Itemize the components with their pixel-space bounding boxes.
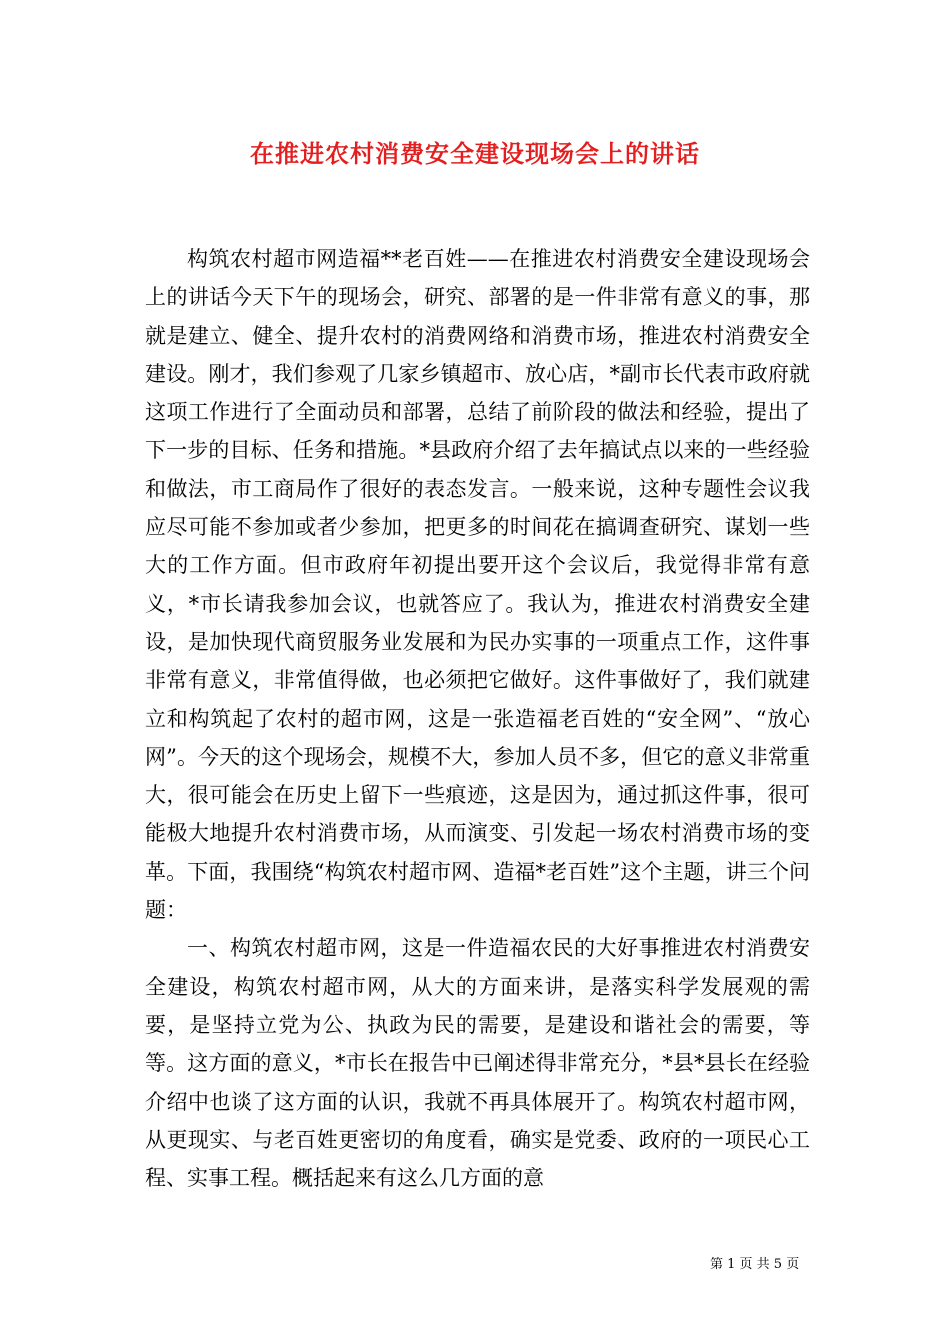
body-paragraph-2: 一、构筑农村超市网，这是一件造福农民的大好事推进农村消费安全建设，构筑农村超市网，从大的方面来讲，是落实科学发展观的需要，是坚持立党为公、执政为民的需要，是建设和谐社会的需要，等等。这方面的意义，*市长在报告中已阐述得非常充分，*县*县长在经验介绍中也谈了这方面的认识，我就不再具体展开了。构筑农村超市网，从更现实、与老百姓更密切的角度看，确实是党委、政府的一项民心工程、实事工程。概括起来有这么几方面的意 — [145, 936, 810, 1191]
page-number-footer: 第 1 页 共 5 页 — [710, 1257, 800, 1272]
body-paragraph-1: 构筑农村超市网造福**老百姓——在推进农村消费安全建设现场会上的讲话今天下午的现场会，研究、部署的是一件非常有意义的事，那就是建立、健全、提升农村的消费网络和消费市场，推进农村消费安全建设。刚才，我们参观了几家乡镇超市、放心店，*副市长代表市政府就这项工作进行了全面动员和部署，总结了前阶段的做法和经验，提出了下一步的目标、任务和措施。*县政府介绍了去年搞试点以来的一些经验和做法，市工商局作了很好的表态发言。一般来说，这种专题性会议我应尽可能不参加或者少参加，把更多的时间花在搞调查研究、谋划一些大的工作方面。但市政府年初提出要开这个会议后，我觉得非常有意义，*市长请我参加会议，也就答应了。我认为，推进农村消费安全建设，是加快现代商贸服务业发展和为民办实事的一项重点工作，这件事非常有意义，非常值得做，也必须把它做好。这件事做好了，我们就建立和构筑起了农村的超市网，这是一张造福老百姓的“安全网”、“放心网”。今天的这个现场会，规模不大，参加人员不多，但它的意义非常重大，很可能会在历史上留下一些痕迹，这是因为，通过抓这件事，很可能极大地提升农村消费市场，从而演变、引发起一场农村消费市场的变革。下面，我围绕“构筑农村超市网、造福*老百姓”这个主题，讲三个问题： — [145, 247, 810, 923]
document-body — [145, 240, 810, 1197]
page-title: 在推进农村消费安全建设现场会上的讲话 — [250, 139, 700, 168]
